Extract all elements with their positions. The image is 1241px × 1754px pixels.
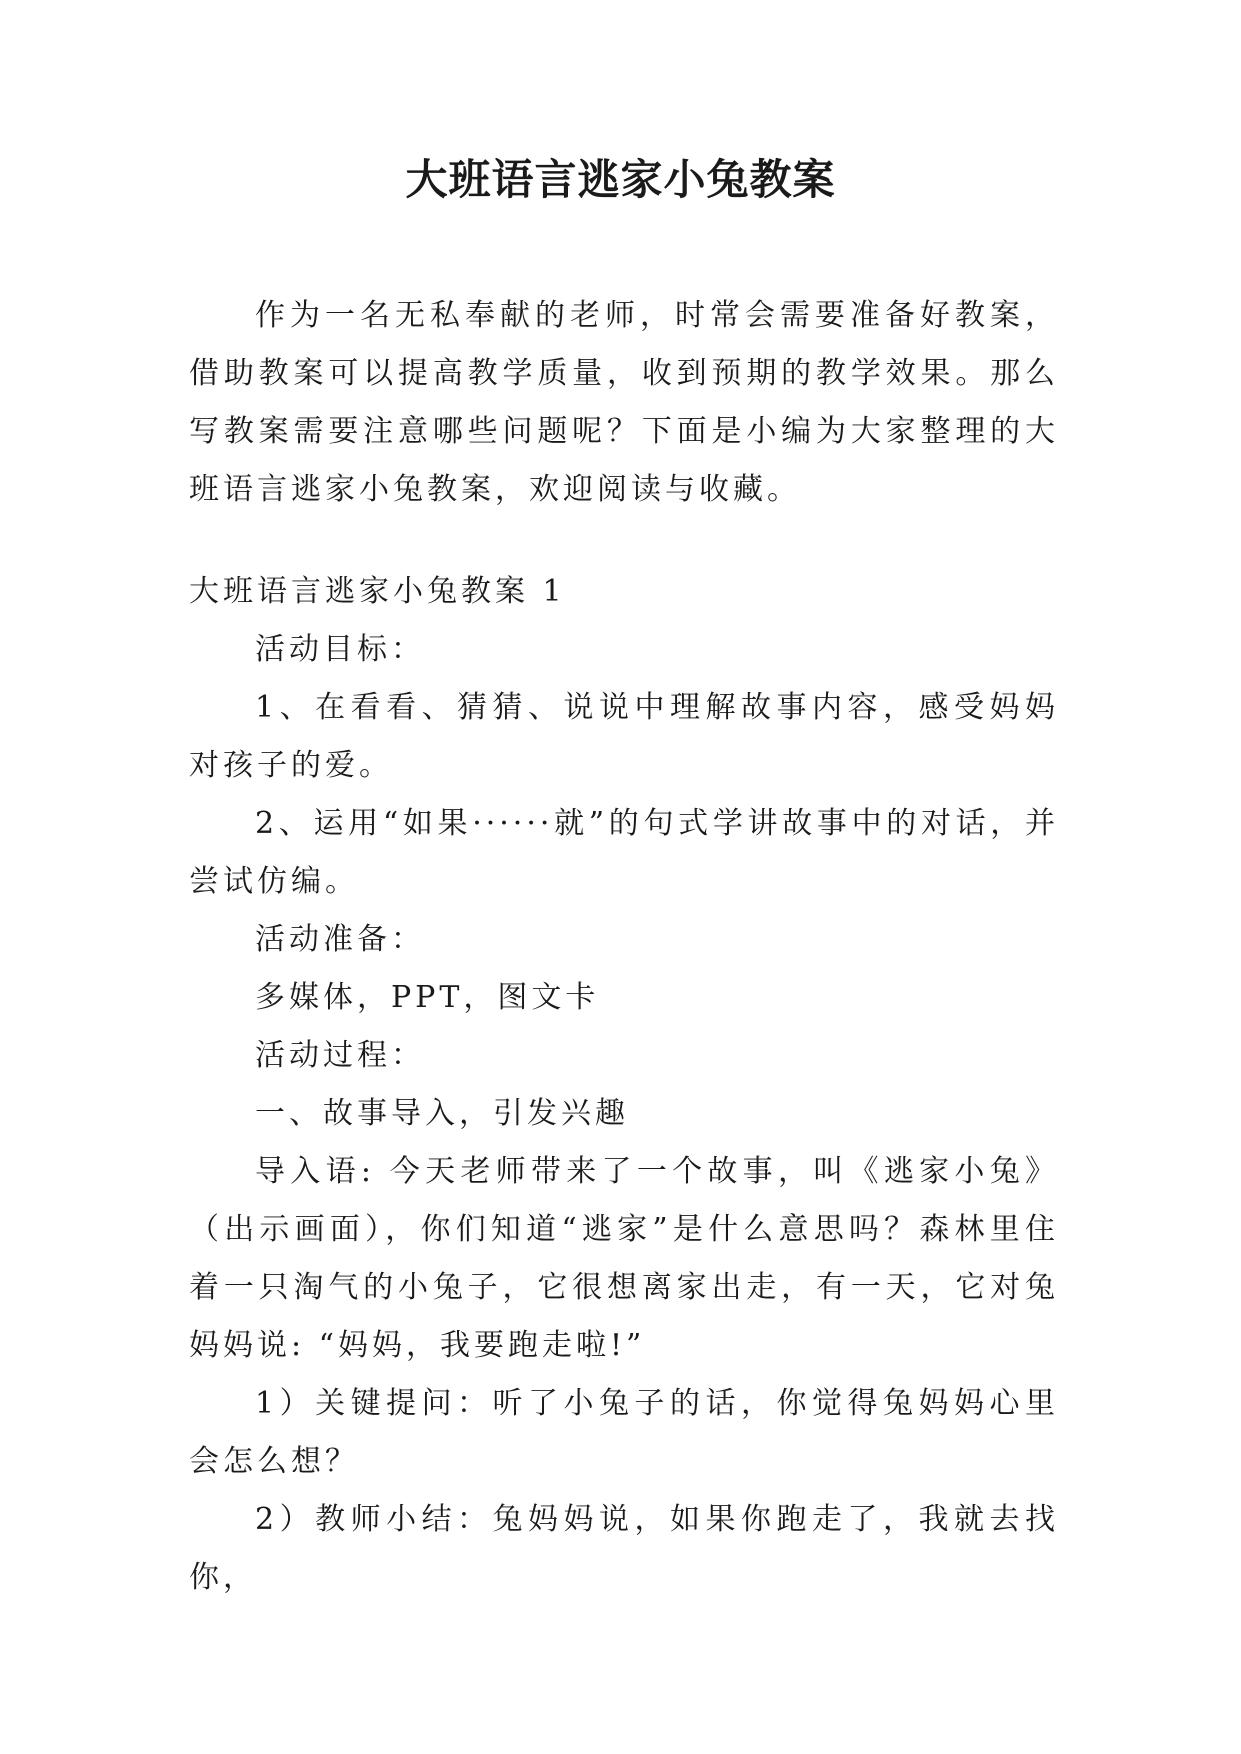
activity-goals-label: 活动目标： — [255, 632, 425, 667]
activity-process-label: 活动过程： — [255, 1038, 425, 1073]
teacher-summary-paragraph: 2）教师小结：兔妈妈说，如果你跑走了，我就去找你， — [189, 1502, 1059, 1595]
process-step-1-heading: 一、故事导入，引发兴趣 — [255, 1096, 629, 1131]
activity-prep-label: 活动准备： — [255, 922, 425, 957]
document-title: 大班语言逃家小兔教案 — [405, 155, 836, 204]
goal-item-2: 2、运用“如果······就”的句式学讲故事中的对话，并尝试仿编。 — [189, 806, 1059, 899]
activity-prep-items: 多媒体，PPT，图文卡 — [255, 980, 600, 1015]
key-question-paragraph: 1）关键提问：听了小兔子的话，你觉得兔妈妈心里会怎么想？ — [189, 1386, 1059, 1479]
intro-speech-paragraph: 导入语: 今天老师带来了一个故事，叫《逃家小兔》（出示画面），你们知道“逃家”是什么意思吗？森林里住着一只淘气的小兔子，它很想离家出走，有一天，它对兔妈妈说: “妈妈，我要跑走啦!” — [189, 1154, 1059, 1363]
goal-item-1: 1、在看看、猜猜、说说中理解故事内容，感受妈妈对孩子的爱。 — [189, 690, 1059, 783]
section-heading: 大班语言逃家小兔教案 1 — [189, 574, 566, 609]
document-body — [189, 287, 1059, 1607]
intro-paragraph: 作为一名无私奉献的老师，时常会需要准备好教案，借助教案可以提高教学质量，收到预期的教学效果。那么写教案需要注意哪些问题呢？下面是小编为大家整理的大班语言逃家小兔教案，欢迎阅读与收藏。 — [189, 298, 1059, 507]
